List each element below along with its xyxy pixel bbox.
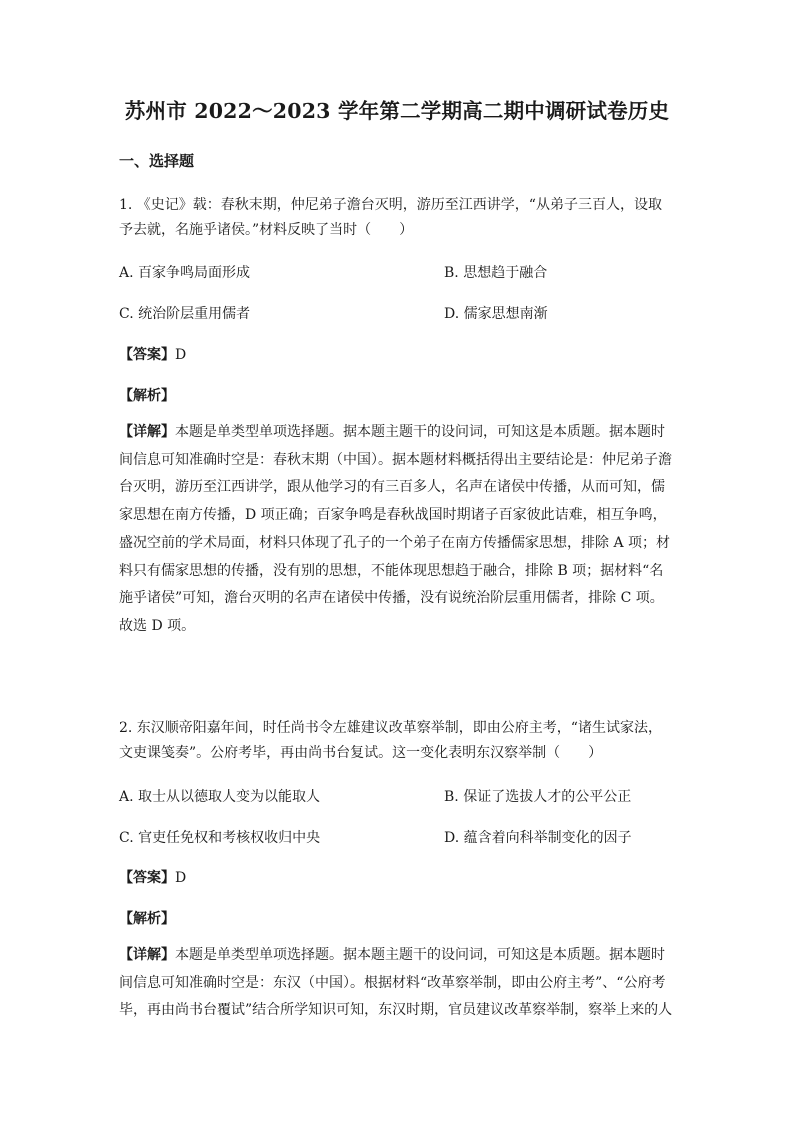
q2-detail-line-2: 间信息可知准确时空是：东汉（中国）。根据材料“改革察举制，即由公府主考”、“公府考 (119, 974, 666, 991)
detail-tag: 【详解】 (119, 947, 175, 963)
answer-value: D (175, 347, 187, 363)
q1-option-b: B. 思想趋于融合 (444, 265, 548, 281)
q2-detail-line-3: 毕，再由尚书台覆试”结合所学知识可知，东汉时期，官员建议改革察举制，察举上来的人 (119, 1002, 673, 1019)
q1-detail-line-4: 家思想在南方传播，D 项正确；百家争鸣是春秋战国时期诸子百家彼此诘难，相互争鸣， (119, 507, 667, 524)
q2-analysis-tag (119, 908, 175, 928)
q1-detail-line-5: 盛况空前的学术局面，材料只体现了孔子的一个弟子在南方传播儒家思想，排除 A 项；材 (119, 534, 671, 551)
q1-detail-line-2: 间信息可知准确时空是：春秋末期（中国）。据本题材料概括得出主要结论是：仲尼弟子澹 (119, 451, 672, 468)
q2-stem-line-1: 2. 东汉顺帝阳嘉年间，时任尚书令左雄建议改革察举制，即由公府主考，“诸生试家法， (119, 720, 662, 736)
analysis-tag: 【解析】 (119, 388, 175, 404)
analysis-tag: 【解析】 (119, 911, 175, 927)
q1-detail-line-1: 【详解】本题是单类型单项选择题。据本题主题干的设问词，可知这是本质题。据本题时 (119, 424, 665, 440)
q1-option-c: C. 统治阶层重用儒者 (119, 306, 251, 322)
answer-value: D (175, 870, 187, 886)
q1-stem-line-1: 1. 《史记》载：春秋末期，仲尼弟子澹台灭明，游历至江西讲学，“从弟子三百人，设取 (119, 197, 662, 213)
q1-stem-line-2: 予去就，名施乎诸侯。”材料反映了当时（ ） (119, 222, 414, 238)
q1-analysis-tag (119, 385, 175, 405)
q1-detail-paragraph (119, 419, 679, 641)
q1-answer (119, 344, 186, 364)
page-title: 苏州市 2022～2023 学年第二学期高二期中调研试卷历史 (124, 99, 670, 123)
q2-option-a: A. 取士从以德取人变为以能取人 (119, 789, 321, 805)
q2-detail-line-1: 【详解】本题是单类型单项选择题。据本题主题干的设问词，可知这是本质题。据本题时 (119, 947, 665, 963)
section-heading: 一、选择题 (119, 152, 195, 170)
answer-tag: 【答案】 (119, 347, 175, 363)
q1-detail-line-8: 故选 D 项。 (119, 617, 196, 634)
q1-option-d: D. 儒家思想南渐 (444, 306, 548, 322)
q2-option-b: B. 保证了选拔人才的公平公正 (444, 789, 632, 805)
q2-answer (119, 867, 186, 887)
q2-stem-line-2: 文吏课笺奏”。公府考毕，再由尚书台复试。这一变化表明东汉察举制（ ） (119, 745, 603, 761)
q2-option-d: D. 蕴含着向科举制变化的因子 (444, 830, 632, 846)
q1-option-a: A. 百家争鸣局面形成 (119, 265, 251, 281)
q2-detail-paragraph (119, 942, 679, 1025)
q1-detail-line-6: 料只有儒家思想的传播，没有别的思想，不能体现思想趋于融合，排除 B 项；据材料“名 (119, 562, 664, 579)
q2-option-c: C. 官吏任免权和考核权收归中央 (119, 830, 321, 846)
q1-detail-line-3: 台灭明，游历至江西讲学，跟从他学习的有三百多人，名声在诸侯中传播，从而可知，儒 (119, 479, 665, 496)
detail-tag: 【详解】 (119, 424, 175, 440)
answer-tag: 【答案】 (119, 870, 175, 886)
q1-detail-line-7: 施乎诸侯”可知，澹台灭明的名声在诸侯中传播，没有说统治阶层重用儒者，排除 C 项。 (119, 590, 664, 607)
